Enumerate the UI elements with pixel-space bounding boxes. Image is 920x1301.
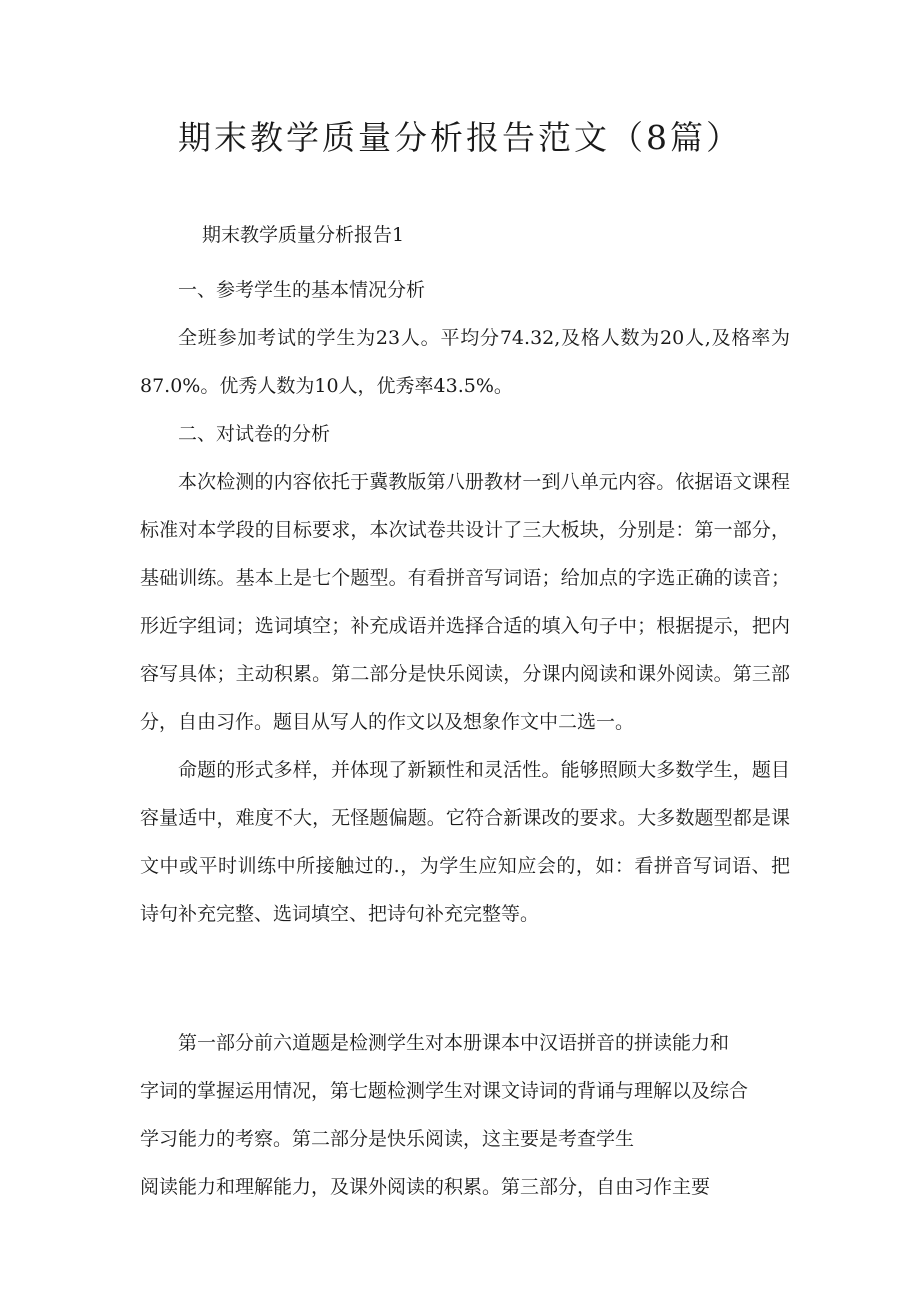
section-heading-paper-analysis: 二、对试卷的分析 (178, 423, 331, 445)
paragraph-test-content: 本次检测的内容依托于冀教版第八册教材一到八单元内容。依据语文课程标准对本学段的目标要求，本次试卷共设计了三大板块，分别是：第一部分，基础训练。基本上是七个题型。有看拼音写词语；给加点的字选正确的读音；形近字组词；选词填空；补充成语并选择合适的填入句子中；根据提示，把内容写具体；主动积累。第二部分是快乐阅读，分课内阅读和课外阅读。第三部分，自由习作。题目从写人的作文以及想象作文中二选一。 (140, 471, 790, 733)
paragraph-student-stats: 全班参加考试的学生为23人。平均分74.32,及格人数为20人,及格率为87.0%。优秀人数为10人，优秀率43.5%。 (140, 327, 790, 397)
document-title: 期末教学质量分析报告范文（8篇） (178, 118, 742, 157)
paragraph-line: 第一部分前六道题是检测学生对本册课本中汉语拼音的拼读能力和 (178, 1032, 730, 1054)
paragraph-line: 阅读能力和理解能力，及课外阅读的积累。第三部分，自由习作主要 (140, 1176, 711, 1198)
paragraph-line: 字词的掌握运用情况，第七题检测学生对课文诗词的背诵与理解以及综合 (140, 1080, 749, 1102)
document-body (140, 266, 790, 938)
report-subtitle: 期末教学质量分析报告1 (202, 224, 405, 246)
paragraph-line: 学习能力的考察。第二部分是快乐阅读，这主要是考查学生 (140, 1128, 635, 1150)
section-heading-basic-info: 一、参考学生的基本情况分析 (178, 279, 426, 301)
paragraph-question-format: 命题的形式多样，并体现了新颖性和灵活性。能够照顾大多数学生，题目容量适中，难度不大，无怪题偏题。它符合新课改的要求。大多数题型都是课文中或平时训练中所接触过的.，为学生应知应会的，如：看拼音写词语、把诗句补充完整、选词填空、把诗句补充完整等。 (140, 759, 790, 925)
